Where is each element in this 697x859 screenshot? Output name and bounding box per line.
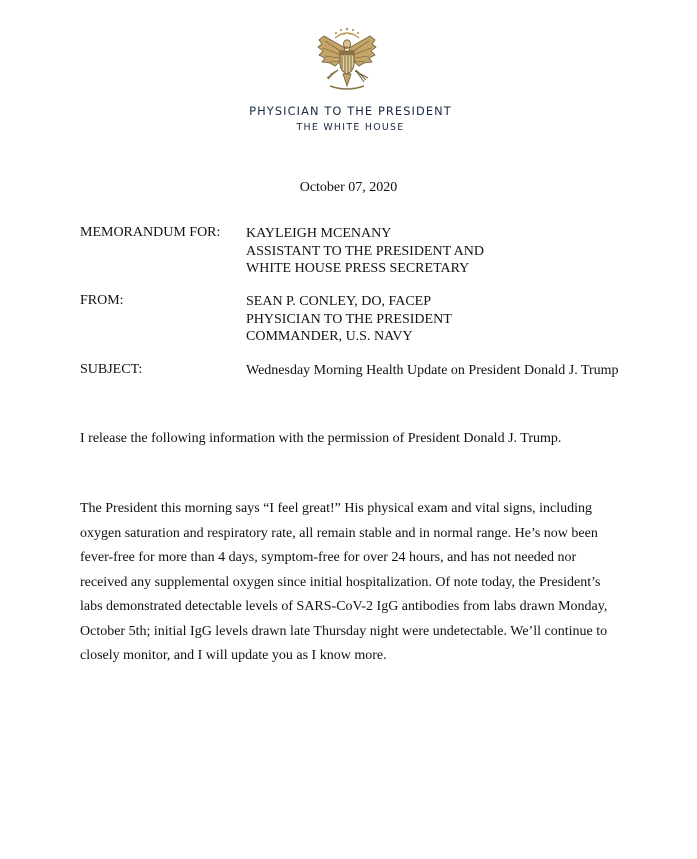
eagle-seal-icon xyxy=(316,26,378,92)
letterhead-house: THE WHITE HOUSE xyxy=(296,122,405,133)
memo-for-line: ASSISTANT TO THE PRESIDENT AND xyxy=(246,243,484,259)
memo-subject-label: SUBJECT: xyxy=(80,362,143,377)
memo-from-line: COMMANDER, U.S. NAVY xyxy=(246,329,413,344)
memo-for-line: WHITE HOUSE PRESS SECRETARY xyxy=(246,261,470,276)
letterhead-office: PHYSICIAN TO THE PRESIDENT xyxy=(249,104,452,118)
memo-from-line: SEAN P. CONLEY, DO, FACEP xyxy=(246,294,432,309)
memo-date: October 07, 2020 xyxy=(299,180,398,195)
memo-for-label: MEMORANDUM FOR: xyxy=(80,225,221,240)
intro-paragraph: I release the following information with the permission of President Donald J. Trump. xyxy=(80,431,562,446)
memo-subject: Wednesday Morning Health Update on President Donald J. Trump xyxy=(246,363,619,378)
memo-from-line: PHYSICIAN TO THE PRESIDENT xyxy=(246,311,452,327)
body-paragraph: The President this morning says “I feel great!” His physical exam and vital signs, including oxygen saturation and respiratory rate, all remain stable and in normal range. He’s now been fever-free for more than 4 days, symptom-free for over 24 hours, and has not needed nor received any supplemental oxygen since initial hospitalization. Of note today, the President’s labs demonstrated detectable levels of SARS-CoV-2 IgG antibodies from labs drawn Monday, October 5th; initial IgG levels drawn late Thursday night were undetectable. We’ll continue to closely monitor, and I will update you as I know more. xyxy=(80,501,608,663)
memo-from-sender xyxy=(246,293,452,346)
memo-for-recipient xyxy=(246,225,484,278)
memo-for-line: KAYLEIGH MCENANY xyxy=(246,226,392,241)
memo-from-label: FROM: xyxy=(80,293,124,308)
